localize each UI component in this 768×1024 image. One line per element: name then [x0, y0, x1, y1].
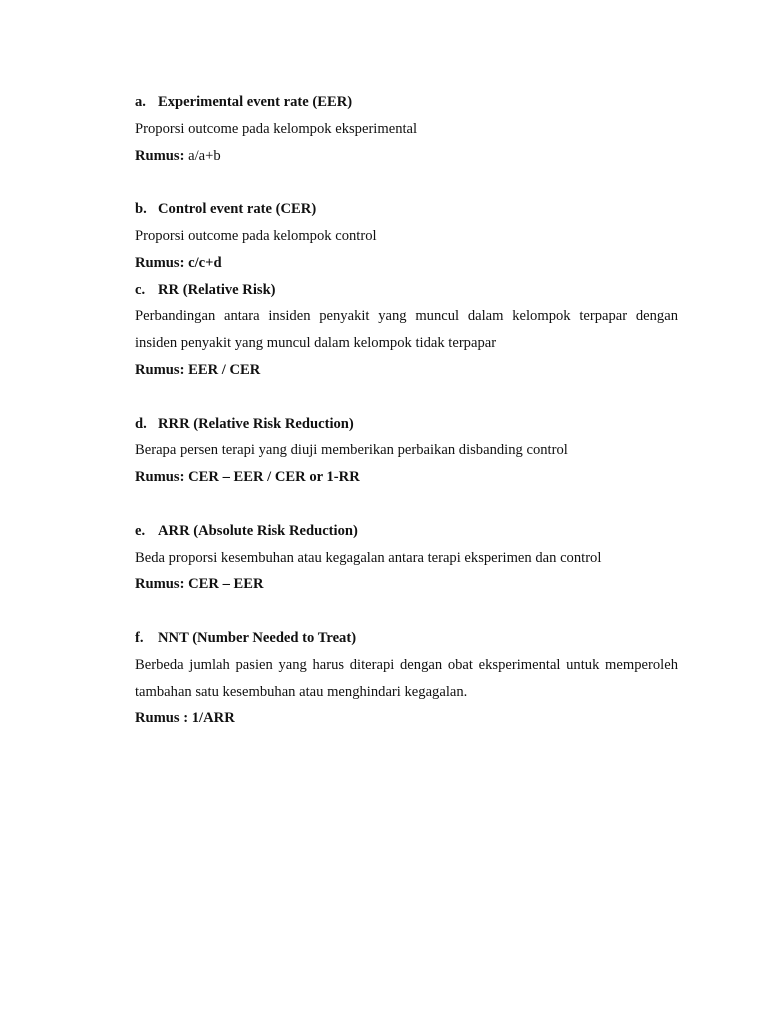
section-description-line-2: insiden penyakit yang muncul dalam kelompok tidak terpapar: [135, 335, 497, 352]
section-title: Control event rate (CER): [158, 201, 317, 218]
section-title: Experimental event rate (EER): [158, 94, 353, 110]
section-title: RRR (Relative Risk Reduction): [158, 415, 354, 432]
section-description: Berapa persen terapi yang diuji memberikan perbaikan disbanding control: [135, 442, 568, 459]
list-marker: e.: [135, 522, 146, 539]
section-formula: [135, 143, 678, 170]
spacer: [135, 598, 678, 625]
section-description: Proporsi outcome pada kelompok eksperimental: [135, 120, 418, 137]
spacer: [135, 169, 678, 196]
section-nnt: [135, 625, 678, 732]
list-marker: d.: [135, 415, 147, 432]
section-formula: Rumus: c/c+d: [135, 254, 222, 271]
section-eer: [135, 89, 678, 169]
formula-value: a/a+b: [184, 147, 221, 164]
section-formula: Rumus : 1/ARR: [135, 710, 235, 727]
section-heading: [135, 518, 678, 545]
section-description-line-1: Berbeda jumlah pasien yang harus diterapi dengan obat eksperimental untuk memperoleh: [135, 656, 678, 673]
section-rr: [135, 277, 678, 384]
section-description-line-1: Perbandingan antara insiden penyakit yang muncul dalam kelompok terpapar dengan: [135, 308, 678, 325]
section-title: ARR (Absolute Risk Reduction): [158, 522, 358, 539]
document-content: [135, 89, 678, 732]
section-description: Proporsi outcome pada kelompok control: [135, 227, 377, 244]
section-formula: Rumus: EER / CER: [135, 361, 261, 378]
list-marker: c.: [135, 281, 146, 298]
section-title: RR (Relative Risk): [158, 281, 276, 298]
spacer: [135, 491, 678, 518]
section-formula: Rumus: CER – EER: [135, 576, 264, 593]
spacer: [135, 384, 678, 411]
section-title: NNT (Number Needed to Treat): [158, 629, 357, 646]
section-rrr: [135, 411, 678, 491]
section-formula: Rumus: CER – EER / CER or 1-RR: [135, 469, 360, 486]
list-marker: f.: [135, 629, 144, 646]
section-description: Beda proporsi kesembuhan atau kegagalan antara terapi eksperimen dan control: [135, 549, 602, 566]
formula-label: Rumus:: [135, 147, 185, 164]
list-marker: b.: [135, 201, 147, 218]
section-heading: [135, 411, 678, 438]
section-description-line-2: tambahan satu kesembuhan atau menghindari kegagalan.: [135, 683, 468, 700]
section-heading: [135, 89, 678, 116]
section-heading: [135, 625, 678, 652]
section-heading: [135, 277, 678, 304]
section-arr: [135, 518, 678, 598]
section-cer: [135, 196, 678, 276]
section-heading: [135, 196, 678, 223]
list-marker: a.: [135, 94, 146, 110]
